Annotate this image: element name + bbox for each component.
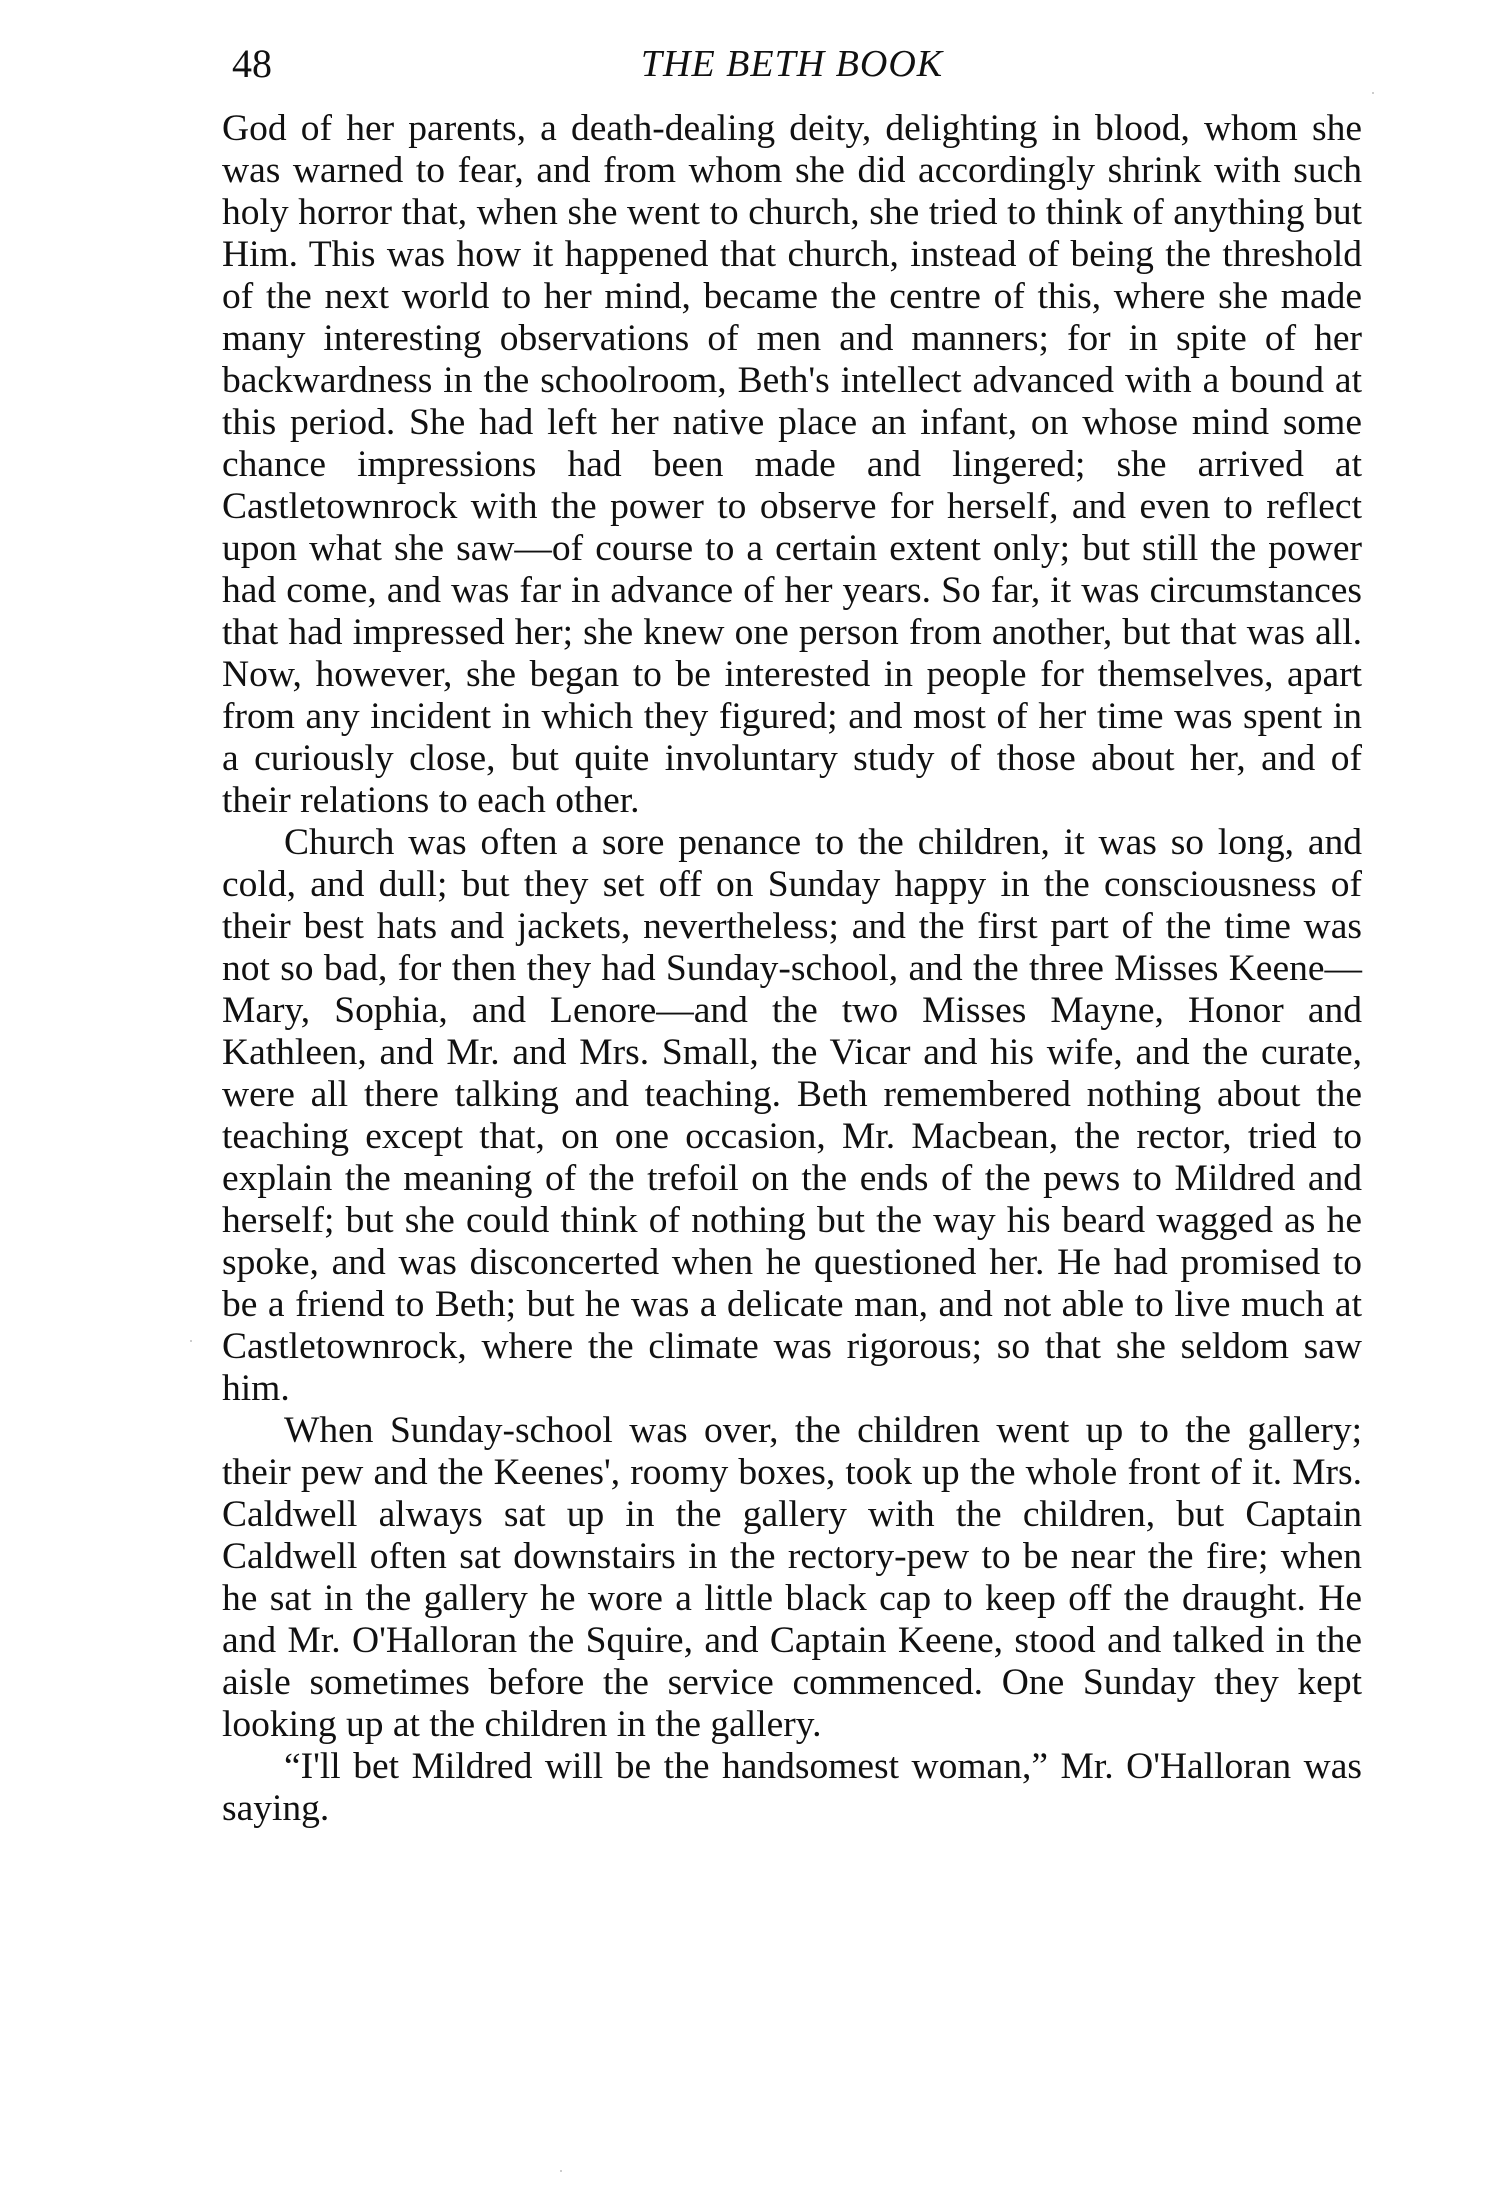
page-number: 48 bbox=[232, 41, 272, 86]
paragraph-church: Church was often a sore penance to the children, it was so long, and cold, and dull; but they set off on Sunday happy in the consciousness of their best hats and jackets, nevertheless; and the first part of the time was not so bad, for then they had Sunday-school, and the three Misses Keene—Mary, Sophia, and Lenore—and the two Misses Mayne, Honor and Kathleen, and Mr. and Mrs. Small, the Vicar and his wife, and the curate, were all there talking and teaching. Beth remembered nothing about the teaching except that, on one occasion, Mr. Macbean, the rector, tried to explain the meaning of the trefoil on the ends of the pews to Mildred and herself; but she could think of nothing but the way his beard wagged as he spoke, and was disconcerted when he questioned her. He had promised to be a friend to Beth; but he was a delicate man, and not able to live much at Castletownrock, where the climate was rigorous; so that she seldom saw him. bbox=[222, 822, 1362, 1409]
paragraph-continued: God of her parents, a death-dealing deity, delighting in blood, whom she was warned to fear, and from whom she did accordingly shrink with such holy horror that, when she went to church, she tried to think of anything but Him. This was how it happened that church, instead of being the threshold of the next world to her mind, became the centre of this, where she made many interesting observations of men and manners; for in spite of her backwardness in the schoolroom, Beth's intellect advanced with a bound at this period. She had left her native place an infant, on whose mind some chance impressions had been made and lingered; she arrived at Castletownrock with the power to observe for herself, and even to reflect upon what she saw—of course to a certain extent only; but still the power had come, and was far in advance of her years. So far, it was circumstances that had impressed her; she knew one person from another, but that was all. Now, however, she began to be interested in people for themselves, apart from any incident in which they figured; and most of her time was spent in a curiously close, but quite involuntary study of those about her, and of their relations to each other. bbox=[222, 108, 1362, 821]
running-head bbox=[222, 38, 1362, 94]
book-title: THE BETH BOOK bbox=[640, 43, 944, 85]
paper-speck bbox=[560, 2170, 562, 2172]
paragraph-gallery: When Sunday-school was over, the children went up to the gallery; their pew and the Keenes', roomy boxes, took up the whole front of it. Mrs. Caldwell always sat up in the gallery with the children, but Captain Caldwell often sat downstairs in the rectory-pew to be near the fire; when he sat in the gallery he wore a little black cap to keep off the draught. He and Mr. O'Halloran the Squire, and Captain Keene, stood and talked in the aisle sometimes before the service commenced. One Sunday they kept looking up at the children in the gallery. bbox=[222, 1410, 1362, 1745]
body-text bbox=[222, 108, 1362, 1830]
paragraph-dialogue: “I'll bet Mildred will be the handsomest woman,” Mr. O'Halloran was saying. bbox=[222, 1746, 1362, 1829]
paper-speck bbox=[190, 1340, 192, 1342]
paper-speck bbox=[1372, 92, 1374, 94]
